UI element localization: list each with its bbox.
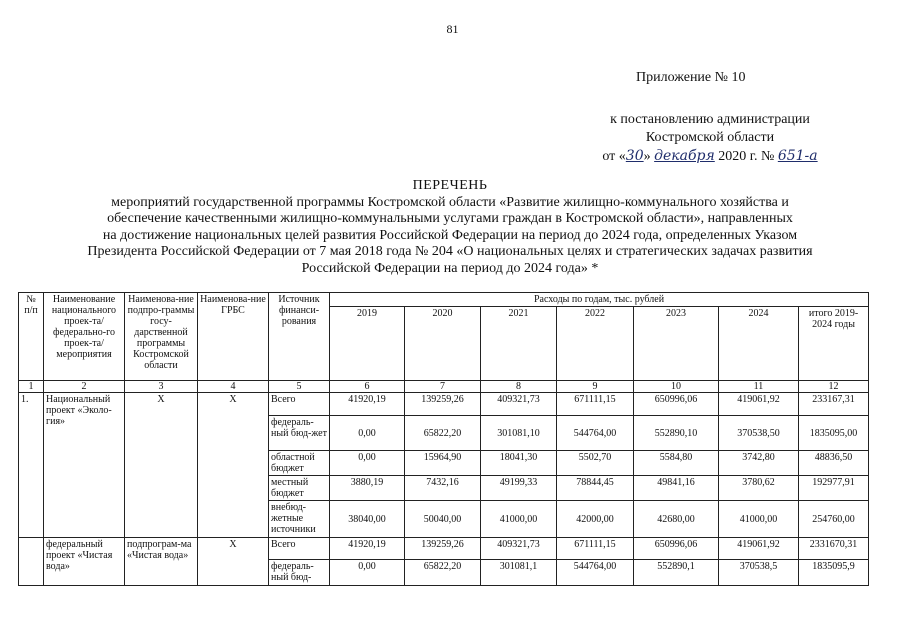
value-cell: 78844,45 [557,476,634,501]
value-cell: 3880,19 [330,476,405,501]
value-cell: 139259,26 [405,393,481,416]
value-cell: 2331670,31 [799,538,869,560]
value-cell: 370538,5 [719,560,799,586]
value-cell: 254760,00 [799,501,869,538]
funding-source: Всего [269,538,330,560]
column-number: 4 [198,381,269,393]
row-number [19,538,44,586]
value-cell: 49841,16 [634,476,719,501]
column-number: 3 [125,381,198,393]
resolution-prefix: от « [602,149,626,164]
value-cell: 301081,10 [481,416,557,451]
value-cell: 139259,26 [405,538,481,560]
value-cell: 50040,00 [405,501,481,538]
column-number: 10 [634,381,719,393]
value-cell: 5584,80 [634,451,719,476]
handwritten-month: декабря [654,148,715,164]
grbs-name: Х [198,393,269,538]
heading-line-5: Российской Федерации на период до 2024 года» * [301,260,599,276]
column-number: 9 [557,381,634,393]
value-cell: 650996,06 [634,393,719,416]
value-cell: 41000,00 [719,501,799,538]
value-cell: 552890,1 [634,560,719,586]
funding-source: местный бюджет [269,476,330,501]
value-cell: 419061,92 [719,393,799,416]
funding-source: Всего [269,393,330,416]
table-row [19,393,869,416]
row-number: 1. [19,393,44,538]
value-cell: 49199,33 [481,476,557,501]
resolution-reference [560,111,860,166]
value-cell: 3742,80 [719,451,799,476]
value-cell: 0,00 [330,451,405,476]
resolution-year: 2020 г. № [714,149,778,164]
column-number: 1 [19,381,44,393]
header-expenses: Расходы по годам, тыс. рублей [330,293,869,307]
header-grbs: Наименова-ние ГРБС [198,293,269,381]
grbs-name: Х [198,538,269,586]
header-year: 2023 [634,307,719,381]
value-cell: 48836,50 [799,451,869,476]
resolution-date-line [560,147,860,166]
heading-line-4: Президента Российской Федерации от 7 мая 2018 года № 204 «О национальных целях и стратегических задачах развития [87,244,813,259]
value-cell: 409321,73 [481,538,557,560]
header-project: Наименование национального проек-та/федерально-го проек-та/мероприятия [44,293,125,381]
header-year: 2024 [719,307,799,381]
heading-line-1: мероприятий государственной программы Костромской области «Развитие жилищно-коммунального хозяйства и [111,194,789,210]
project-name: федеральный проект «Чистая вода» [44,538,125,586]
heading-line-3: на достижение национальных целей развития Российской Федерации на период до 2024 года, определенных Указом [102,227,798,243]
value-cell: 552890,10 [634,416,719,451]
value-cell: 18041,30 [481,451,557,476]
resolution-line-1: к постановлению администрации [610,112,810,127]
value-cell: 41000,00 [481,501,557,538]
column-number: 8 [481,381,557,393]
value-cell: 409321,73 [481,393,557,416]
value-cell: 419061,92 [719,538,799,560]
header-year: 2019 [330,307,405,381]
header-year: 2021 [481,307,557,381]
column-number: 5 [269,381,330,393]
appendix-label: Приложение № 10 [636,70,746,85]
value-cell: 650996,06 [634,538,719,560]
header-subprogram: Наименова-ние подпро-граммы госу-дарственной программы Костромской области [125,293,198,381]
document-title: ПЕРЕЧЕНЬ [412,178,488,193]
expenses-table [18,292,869,586]
handwritten-day: 30 [625,148,644,164]
header-year-total: итого 2019-2024 годы [799,307,869,381]
value-cell: 3780,62 [719,476,799,501]
document-heading [40,178,860,277]
value-cell: 65822,20 [405,560,481,586]
value-cell: 1835095,00 [799,416,869,451]
value-cell: 544764,00 [557,560,634,586]
value-cell: 5502,70 [557,451,634,476]
column-number: 2 [44,381,125,393]
value-cell: 671111,15 [557,393,634,416]
subprogram-name: подпрограм-ма «Чистая вода» [125,538,198,586]
value-cell: 65822,20 [405,416,481,451]
value-cell: 192977,91 [799,476,869,501]
heading-line-2: обеспечение качественными жилищно-коммунальными услугами граждан в Костромской области», направленных [107,211,793,226]
value-cell: 301081,1 [481,560,557,586]
header-num: № п/п [19,293,44,381]
value-cell: 38040,00 [330,501,405,538]
value-cell: 544764,00 [557,416,634,451]
value-cell: 41920,19 [330,393,405,416]
header-year: 2020 [405,307,481,381]
column-number: 11 [719,381,799,393]
column-number: 12 [799,381,869,393]
value-cell: 0,00 [330,560,405,586]
project-name: Национальный проект «Эколо-гия» [44,393,125,538]
value-cell: 671111,15 [557,538,634,560]
value-cell: 233167,31 [799,393,869,416]
funding-source: федераль-ный бюд- [269,560,330,586]
funding-source: областной бюджет [269,451,330,476]
value-cell: 42000,00 [557,501,634,538]
value-cell: 7432,16 [405,476,481,501]
header-source: Источник финанси-рования [269,293,330,381]
value-cell: 370538,50 [719,416,799,451]
column-number: 6 [330,381,405,393]
subprogram-name: Х [125,393,198,538]
table-row [19,538,869,560]
page-number: 81 [446,22,459,36]
value-cell: 15964,90 [405,451,481,476]
funding-source: внебюд-жетные источники [269,501,330,538]
resolution-mid: » [643,149,655,164]
value-cell: 1835095,9 [799,560,869,586]
value-cell: 41920,19 [330,538,405,560]
resolution-line-2: Костромской области [645,130,775,145]
funding-source: федераль-ный бюд-жет [269,416,330,451]
handwritten-number: 651-а [777,148,818,164]
column-number: 7 [405,381,481,393]
value-cell: 0,00 [330,416,405,451]
value-cell: 42680,00 [634,501,719,538]
header-year: 2022 [557,307,634,381]
